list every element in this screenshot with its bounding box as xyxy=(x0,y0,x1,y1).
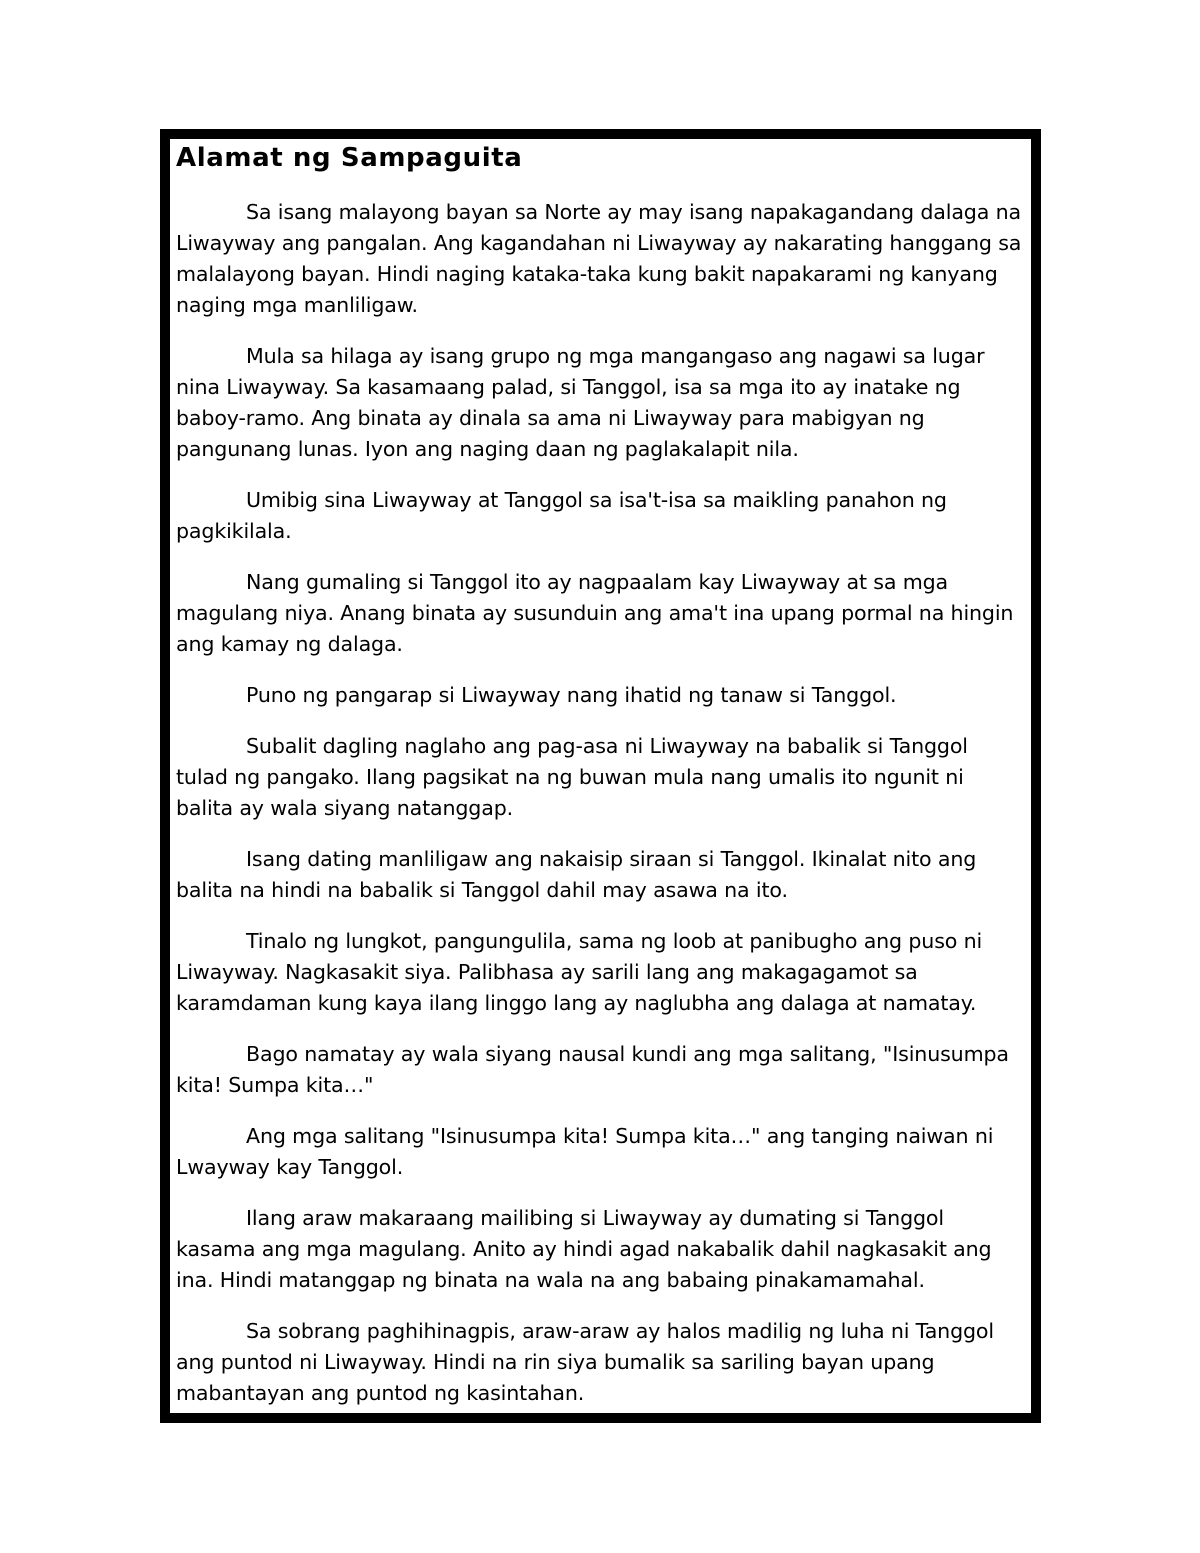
document-body xyxy=(176,141,1026,1429)
document-title: Alamat ng Sampaguita xyxy=(176,143,523,173)
paragraph: Sa isang malayong bayan sa Norte ay may isang napakagandang dalaga na Liwayway ang pangalan. Ang kagandahan ni Liwayway ay nakarating hanggang sa malalayong bayan. Hindi naging kataka-taka kung bakit napakarami ng kanyang naging mga manliligaw. xyxy=(176,200,1022,317)
paragraph: Ilang araw makaraang mailibing si Liwayway ay dumating si Tanggol kasama ang mga magulang. Anito ay hindi agad nakabalik dahil nagkasakit ang ina. Hindi matanggap ng binata na wala na ang babaing pinakamamahal. xyxy=(176,1206,992,1292)
paragraph: Umibig sina Liwayway at Tanggol sa isa't-isa sa maikling panahon ng pagkikilala. xyxy=(176,488,947,543)
paragraph: Mula sa hilaga ay isang grupo ng mga mangangaso ang nagawi sa lugar nina Liwayway. Sa kasamaang palad, si Tanggol, isa sa mga ito ay inatake ng baboy-ramo. Ang binata ay dinala sa ama ni Liwayway para mabigyan ng pangunang lunas. Iyon ang naging daan ng paglakalapit nila. xyxy=(176,344,985,461)
paragraph: Sa sobrang paghihinagpis, araw-araw ay halos madilig ng luha ni Tanggol ang puntod ni Liwayway. Hindi na rin siya bumalik sa sariling bayan upang mabantayan ang puntod ng kasintahan. xyxy=(176,1319,994,1405)
paragraph: Ang mga salitang "Isinusumpa kita! Sumpa kita…" ang tanging naiwan ni Lwayway kay Tanggol. xyxy=(176,1124,994,1179)
paragraph: Bago namatay ay wala siyang nausal kundi ang mga salitang, "Isinusumpa kita! Sumpa kita…" xyxy=(176,1042,1009,1097)
paragraph: Tinalo ng lungkot, pangungulila, sama ng loob at panibugho ang puso ni Liwayway. Nagkasakit siya. Palibhasa ay sarili lang ang makagagamot sa karamdaman kung kaya ilang linggo lang ay naglubha ang dalaga at namatay. xyxy=(176,929,983,1015)
paragraph: Subalit dagling naglaho ang pag-asa ni Liwayway na babalik si Tanggol tulad ng pangako. Ilang pagsikat na ng buwan mula nang umalis ito ngunit ni balita ay wala siyang natanggap. xyxy=(176,734,968,820)
paragraph: Isang dating manliligaw ang nakaisip siraan si Tanggol. Ikinalat nito ang balita na hindi na babalik si Tanggol dahil may asawa na ito. xyxy=(176,847,977,902)
paragraph: Puno ng pangarap si Liwayway nang ihatid ng tanaw si Tanggol. xyxy=(246,683,897,707)
paragraph: Nang gumaling si Tanggol ito ay nagpaalam kay Liwayway at sa mga magulang niya. Anang binata ay susunduin ang ama't ina upang pormal na hingin ang kamay ng dalaga. xyxy=(176,570,1014,656)
